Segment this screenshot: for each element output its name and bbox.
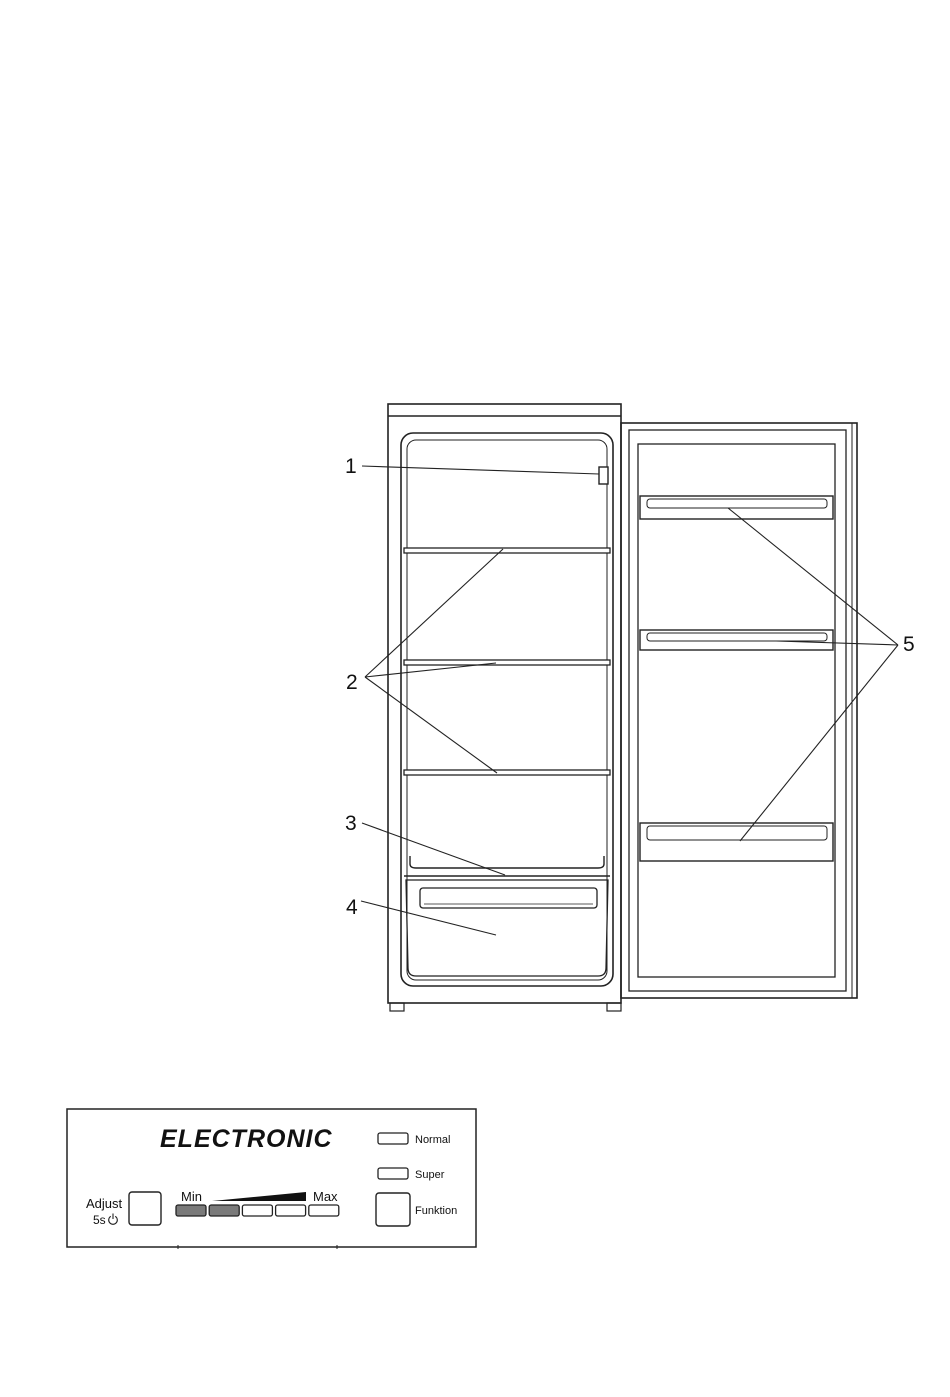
level-indicator-bar [176, 1205, 339, 1216]
glass-shelves [404, 548, 610, 775]
normal-label: Normal [415, 1134, 451, 1146]
level-segment-5 [309, 1205, 339, 1216]
function-label: Funktion [415, 1205, 458, 1217]
scale-min-label: Min [181, 1189, 202, 1204]
normal-indicator-led [378, 1133, 408, 1144]
crisper-cover [410, 856, 604, 868]
level-segment-2 [209, 1205, 239, 1216]
shelf-2 [404, 660, 610, 665]
door-balcony-3 [640, 823, 833, 861]
callout-5: 5 [903, 633, 915, 656]
shelf-1 [404, 548, 610, 553]
callout-2: 2 [346, 671, 358, 694]
super-label: Super [415, 1169, 445, 1181]
callout-1: 1 [345, 455, 357, 478]
level-segment-3 [242, 1205, 272, 1216]
door-balconies [640, 496, 833, 861]
control-panel [67, 1109, 476, 1249]
adjust-button[interactable] [129, 1192, 161, 1225]
adjust-hold-time: 5s [93, 1213, 106, 1227]
callout-3: 3 [345, 812, 357, 835]
adjust-label: Adjust [86, 1196, 123, 1211]
light-switch [599, 467, 608, 484]
shelf-3 [404, 770, 610, 775]
panel-brand: ELECTRONIC [160, 1125, 333, 1153]
scale-max-label: Max [313, 1189, 338, 1204]
door-balcony-2 [640, 630, 833, 650]
level-segment-4 [276, 1205, 306, 1216]
fridge-cabinet [388, 404, 621, 1011]
super-indicator-led [378, 1168, 408, 1179]
callout-4: 4 [346, 896, 358, 919]
level-segment-1 [176, 1205, 206, 1216]
crisper-drawer [406, 880, 608, 976]
function-button[interactable] [376, 1193, 410, 1226]
